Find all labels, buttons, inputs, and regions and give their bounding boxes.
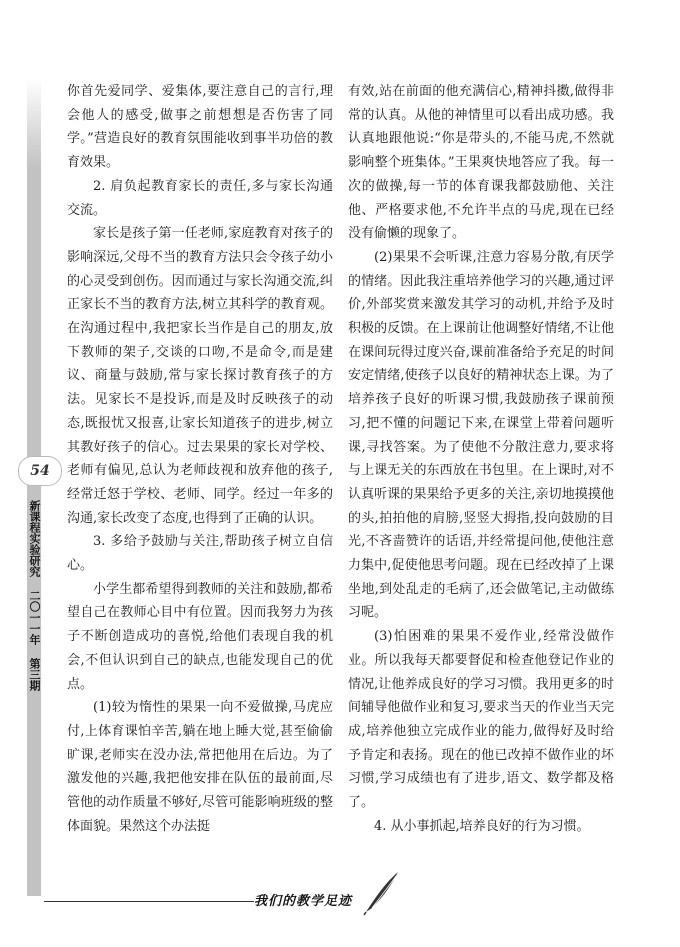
paragraph: 家长是孩子第一任老师,家庭教育对孩子的影响深远,父母不当的教育方法只会令孩子幼小的心灵受到创伤。因而通过与家长沟通交流,纠正家长不当的教育方法,树立其科学的教育观。在沟通过程中,我把家长当作是自己的朋友,放下教师的架子,交谈的口吻,不是命令,而是建议、商量与鼓励,常与家长探讨教育孩子的方法。见家长不是投诉,而是及时反映孩子的动态,既报忧又报喜,让家长知道孩子的进步,树立其教好孩子的信心。过去果果的家长对学校、老师有偏见,总认为老师歧视和放弃他的孩子,经常迁怒于学校、老师、同学。经过一年多的沟通,家长改变了态度,也得到了正确的认识。 [67, 226, 333, 526]
page-number: 54 [18, 456, 62, 486]
section-heading: 3. 多给予鼓励与关注,帮助孩子树立自信心。 [67, 534, 333, 574]
paragraph: 小学生都希望得到教师的关注和鼓励,都希望自己在教师心目中有位置。因而我努力为孩子不断创造成功的喜悦,给他们表现自我的机会,不但认识到自己的缺点,也能发现自己的优点。 [67, 581, 333, 692]
side-bar [27, 78, 41, 896]
paragraph: 你首先爱同学、爱集体,要注意自己的言行,理会他人的感受,做事之前想想是否伤害了同学。”营造良好的教育氛围能收到事半功倍的教育效果。 [67, 84, 333, 171]
paragraph: (2)果果不会听课,注意力容易分散,有厌学的情绪。因此我注重培养他学习的兴趣,通过评价,外部奖赏来激发其学习的动机,并给予及时积极的反馈。在上课前让他调整好情绪,不让他在课间玩得过度兴奋,课前准备给予充足的时间安定情绪,使孩子以良好的精神状态上课。为了培养孩子良好的听课习惯,我鼓励孩子课前预习,把不懂的问题记下来,在课堂上带着问题听课,寻找答案。为了使他不分散注意力,要求将与上课无关的东西放在书包里。在上课时,对不认真听课的果果给予更多的关注,亲切地摸摸他的头,拍拍他的肩膀,竖竖大拇指,投向鼓励的目光,不吝啬赞许的话语,并经常提问他,使他注意力集中,促使他思考问题。现在已经改掉了上课坐地,到处乱走的毛病了,还会做笔记,主动做练习呢。 [348, 249, 614, 621]
paragraph: (1)较为惰性的果果一向不爱做操,马虎应付,上体育课怕辛苦,躺在地上睡大觉,甚至偷偷旷课,老师实在没办法,常把他用在后边。为了激发他的兴趣,我把他安排在队伍的最前面,尽管他的动作质量不够好,尽管可能影响班级的整体面貌。果然这个办法挺 [67, 700, 333, 834]
paragraph: (3)怕困难的果果不爱作业,经常没做作业。所以我每天都要督促和检查他登记作业的情况,让他养成良好的学习习惯。我用更多的时间辅导他做作业和复习,要求当天的作业当天完成,培养他独立完成作业的能力,做得好及时给予肯定和表扬。现在的他已改掉不做作业的坏习惯,学习成绩也有了进步,语文、数学都及格了。 [348, 629, 614, 811]
section-heading: 2. 肩负起教育家长的责任,多与家长沟通交流。 [67, 178, 333, 218]
footer-title: 我们的教学足迹 [254, 894, 353, 909]
side-bar-fade [27, 78, 41, 168]
section-heading: 4. 从小事抓起,培养良好的行为习惯。 [374, 818, 590, 834]
journal-spine-title: 新课程实验研究 二〇一一年 第三期 [28, 500, 41, 691]
quill-pen-icon [362, 870, 402, 916]
footer-rule [44, 901, 254, 902]
right-column [348, 80, 614, 839]
paragraph: 有效,站在前面的他充满信心,精神抖擞,做得非常的认真。从他的神情里可以看出成功感。我认真地跟他说:“你是带头的,不能马虎,不然就影响整个班集体。”王果爽快地答应了我。每一次的做操,每一节的体育课我都鼓励他、关注他、严格要求他,不允许半点的马虎,现在已经没有偷懒的现象了。 [348, 84, 614, 242]
left-column [67, 80, 333, 839]
